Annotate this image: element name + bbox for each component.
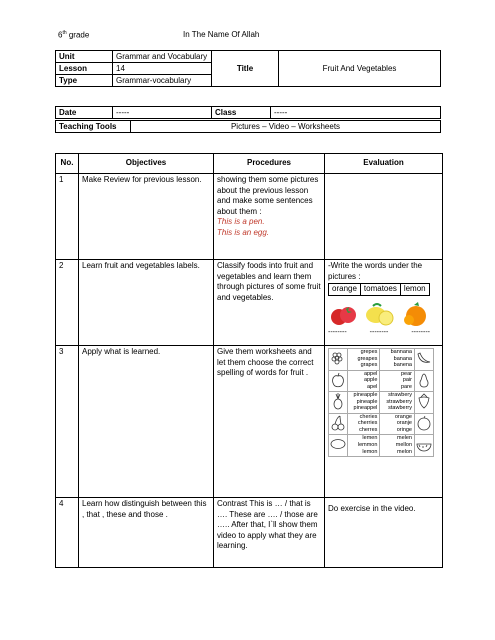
spelling-worksheet (328, 348, 434, 457)
spelling-option[interactable]: grapes (360, 362, 378, 369)
worksheet-row (329, 435, 434, 457)
spelling-options (380, 413, 415, 435)
header-no: No. (56, 154, 79, 174)
tools-value: Pictures – Video – Worksheets (131, 121, 441, 133)
header-evaluation: Evaluation (325, 154, 443, 174)
row-evaluation (325, 260, 443, 346)
pear-icon (415, 370, 434, 392)
strawberry-icon (415, 392, 434, 414)
spelling-option[interactable]: melen (397, 435, 412, 442)
spelling-option[interactable]: lemon (362, 448, 378, 455)
table-row (56, 260, 443, 346)
spelling-option[interactable]: oringe (396, 426, 412, 433)
spelling-option[interactable]: grepes (360, 349, 378, 355)
answer-blank: -------- (411, 328, 430, 336)
tomatoes-icon (328, 299, 358, 329)
spelling-option[interactable]: appel (363, 370, 378, 377)
spelling-option[interactable]: oranje (396, 420, 412, 427)
spelling-option[interactable]: strawberry (386, 398, 412, 405)
evaluation-prompt: -Write the words under the pictures : (328, 261, 423, 281)
spelling-option[interactable]: melon (397, 448, 412, 455)
date-value: ----- (113, 107, 212, 119)
spelling-option[interactable]: pear (400, 370, 412, 377)
example-sentence: This is a pen. (217, 217, 265, 227)
spelling-option[interactable]: cherries (357, 420, 378, 427)
spelling-option[interactable]: mellon (395, 441, 412, 448)
lesson-label: Lesson (56, 63, 113, 75)
spelling-options (348, 413, 380, 435)
row-procedure: Give them worksheets and let them choose the correct spelling of words for fruit . (214, 346, 325, 498)
worksheet-row (329, 413, 434, 435)
spelling-option[interactable]: strawbery (388, 392, 412, 399)
header-objectives: Objectives (79, 154, 214, 174)
table-row (56, 498, 443, 568)
spelling-options (348, 435, 380, 457)
spelling-option[interactable]: banena (393, 362, 412, 369)
spelling-option[interactable]: pare (400, 383, 412, 390)
spelling-option[interactable]: lemmon (357, 441, 378, 448)
spelling-option[interactable]: pair (402, 377, 412, 384)
date-label: Date (56, 107, 113, 119)
spelling-option[interactable]: greapes (357, 355, 378, 362)
spelling-option[interactable]: cheries (359, 413, 378, 420)
spelling-options (380, 370, 415, 392)
table-row (56, 174, 443, 260)
row-number: 4 (56, 498, 79, 568)
title-value: Fruit And Vegetables (279, 51, 441, 87)
row-procedure: Classify foods into fruit and vegetables and learn them through pictures of some fruit and vegetables. (214, 260, 325, 346)
tools-table (55, 120, 441, 133)
pineapple-icon (329, 392, 348, 414)
row-number: 1 (56, 174, 79, 260)
row-number: 3 (56, 346, 79, 498)
answer-blank: -------- (328, 328, 347, 336)
spelling-options (348, 349, 380, 371)
spelling-options (348, 392, 380, 414)
worksheet-row (329, 370, 434, 392)
spelling-options (380, 349, 415, 371)
banana-icon (415, 349, 434, 371)
lesson-value: 14 (113, 63, 212, 75)
row-objective: Learn fruit and vegetables labels. (79, 260, 214, 346)
orange-icon (400, 299, 430, 329)
answer-blank: -------- (369, 328, 389, 336)
melon-icon (415, 435, 434, 457)
spelling-option[interactable]: pineaple (356, 398, 378, 405)
spelling-option[interactable]: apel (367, 383, 378, 390)
title-label: Title (212, 51, 279, 87)
class-label: Class (212, 107, 271, 119)
word-bank-item: lemon (400, 283, 430, 296)
spelling-option[interactable]: stawberry (388, 405, 412, 412)
spelling-option[interactable]: cherres (359, 426, 378, 433)
row-objective: Make Review for previous lesson. (79, 174, 214, 260)
word-bank-item: tomatoes (360, 283, 401, 296)
spelling-option[interactable]: banana (393, 355, 412, 362)
apple-icon (329, 370, 348, 392)
type-value: Grammar-vocabulary (113, 75, 212, 87)
fruit-pictures (328, 299, 430, 329)
row-evaluation: Do exercise in the video. (325, 498, 443, 568)
row-objective: Learn how distinguish between this , that , these and those . (79, 498, 214, 568)
cherries-icon (329, 413, 348, 435)
spelling-options (380, 392, 415, 414)
bismillah: In The Name Of Allah (183, 30, 260, 39)
spelling-option[interactable]: pineappel (353, 405, 378, 412)
row-procedure: Contrast This is … / that is …. These are …. / those are ….. After that, I`ll show them video to apply what they are learning. (214, 498, 325, 568)
tools-label: Teaching Tools (56, 121, 131, 133)
meta-table (55, 106, 441, 119)
row-procedure (214, 174, 325, 260)
grade-label: 6th grade (58, 30, 90, 40)
orange-icon (415, 413, 434, 435)
spelling-option[interactable]: lemen (362, 435, 378, 442)
type-label: Type (56, 75, 113, 87)
spelling-options (348, 370, 380, 392)
spelling-option[interactable]: pineapple (353, 392, 378, 399)
lemon-icon (363, 299, 395, 329)
spelling-option[interactable]: orange (394, 413, 412, 420)
worksheet-row (329, 392, 434, 414)
spelling-options (380, 435, 415, 457)
word-bank-item: orange (328, 283, 361, 296)
answer-blanks (328, 329, 430, 336)
header-procedures: Procedures (214, 154, 325, 174)
row-number: 2 (56, 260, 79, 346)
unit-value: Grammar and Vocabulary (113, 51, 212, 63)
spelling-option[interactable]: apple (363, 377, 378, 384)
spelling-option[interactable]: bannana (390, 349, 412, 355)
row-evaluation (325, 346, 443, 498)
worksheet-row (329, 349, 434, 371)
row-objective: Apply what is learned. (79, 346, 214, 498)
procedure-text: showing them some pictures about the previous lesson and make some sentences about them : (217, 175, 319, 216)
row-evaluation (325, 174, 443, 260)
class-value: ----- (271, 107, 441, 119)
example-sentence: This is an egg. (217, 227, 270, 237)
unit-label: Unit (56, 51, 113, 63)
lesson-plan-table (55, 153, 443, 568)
lemon-icon (329, 435, 348, 457)
grapes-icon (329, 349, 348, 371)
lesson-info-table (55, 50, 441, 87)
table-row (56, 346, 443, 498)
word-bank (328, 283, 439, 296)
